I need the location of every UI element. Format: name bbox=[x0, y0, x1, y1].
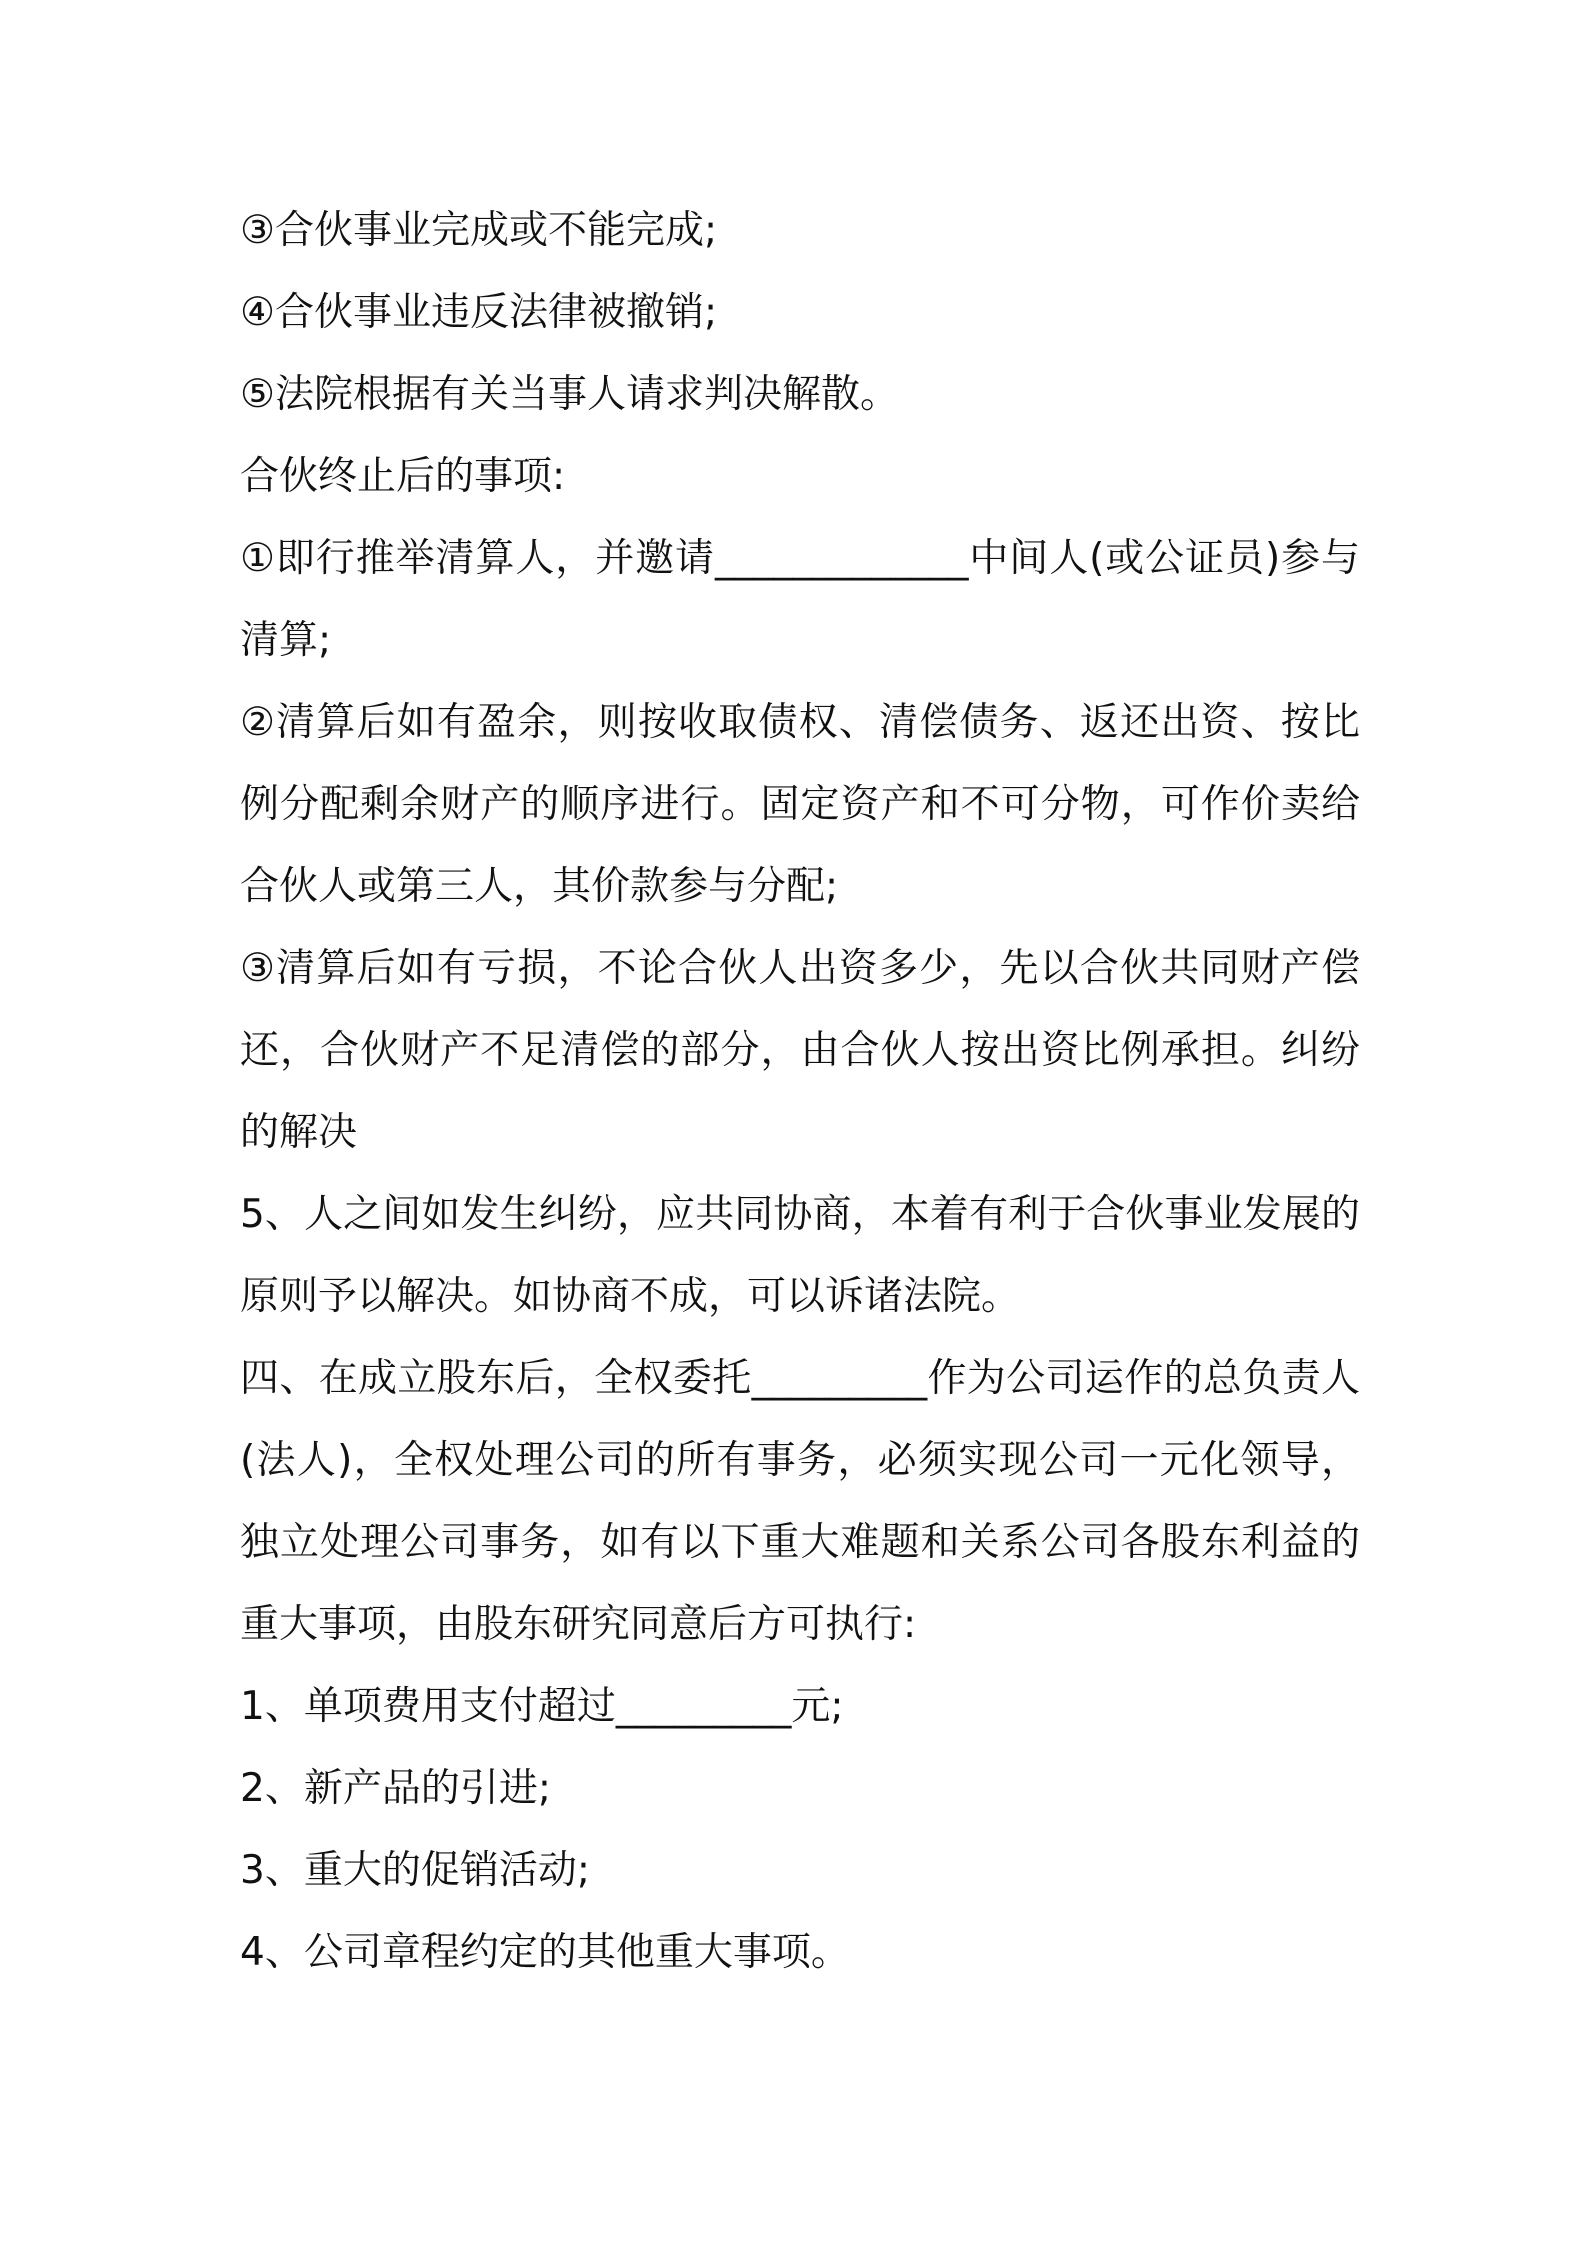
liquidation-item-1: ①即行推举清算人，并邀请_____________中间人(或公证员)参与清算; bbox=[240, 536, 1360, 663]
authority-clause: 四、在成立股东后，全权委托_________作为公司运作的总负责人(法人)，全权处理公司的所有事务，必须实现公司一元化领导，独立处理公司事务，如有以下重大难题和关系公司各股东利益的重大事项，由股东研究同意后方可执行: bbox=[240, 1356, 1360, 1647]
approval-item-3: 3、重大的促销活动; bbox=[240, 1848, 590, 1893]
clause-item-3: ③合伙事业完成或不能完成; bbox=[240, 208, 718, 253]
liquidation-item-2: ②清算后如有盈余，则按收取债权、清偿债务、返还出资、按比例分配剩余财产的顺序进行。固定资产和不可分物，可作价卖给合伙人或第三人，其价款参与分配; bbox=[240, 700, 1360, 909]
approval-item-4: 4、公司章程约定的其他重大事项。 bbox=[240, 1930, 850, 1975]
clause-item-4: ④合伙事业违反法律被撤销; bbox=[240, 290, 718, 335]
approval-item-1: 1、单项费用支付超过_________元; bbox=[240, 1684, 844, 1729]
clause-item-5: ⑤法院根据有关当事人请求判决解散。 bbox=[240, 372, 899, 417]
section-heading: 合伙终止后的事项: bbox=[240, 454, 566, 499]
document-body bbox=[240, 190, 1360, 1994]
liquidation-item-3: ③清算后如有亏损，不论合伙人出资多少，先以合伙共同财产偿还，合伙财产不足清偿的部分，由合伙人按出资比例承担。纠纷的解决 bbox=[240, 946, 1360, 1155]
approval-item-2: 2、新产品的引进; bbox=[240, 1766, 551, 1811]
dispute-clause: 5、人之间如发生纠纷，应共同协商，本着有利于合伙事业发展的原则予以解决。如协商不成，可以诉诸法院。 bbox=[240, 1192, 1360, 1319]
